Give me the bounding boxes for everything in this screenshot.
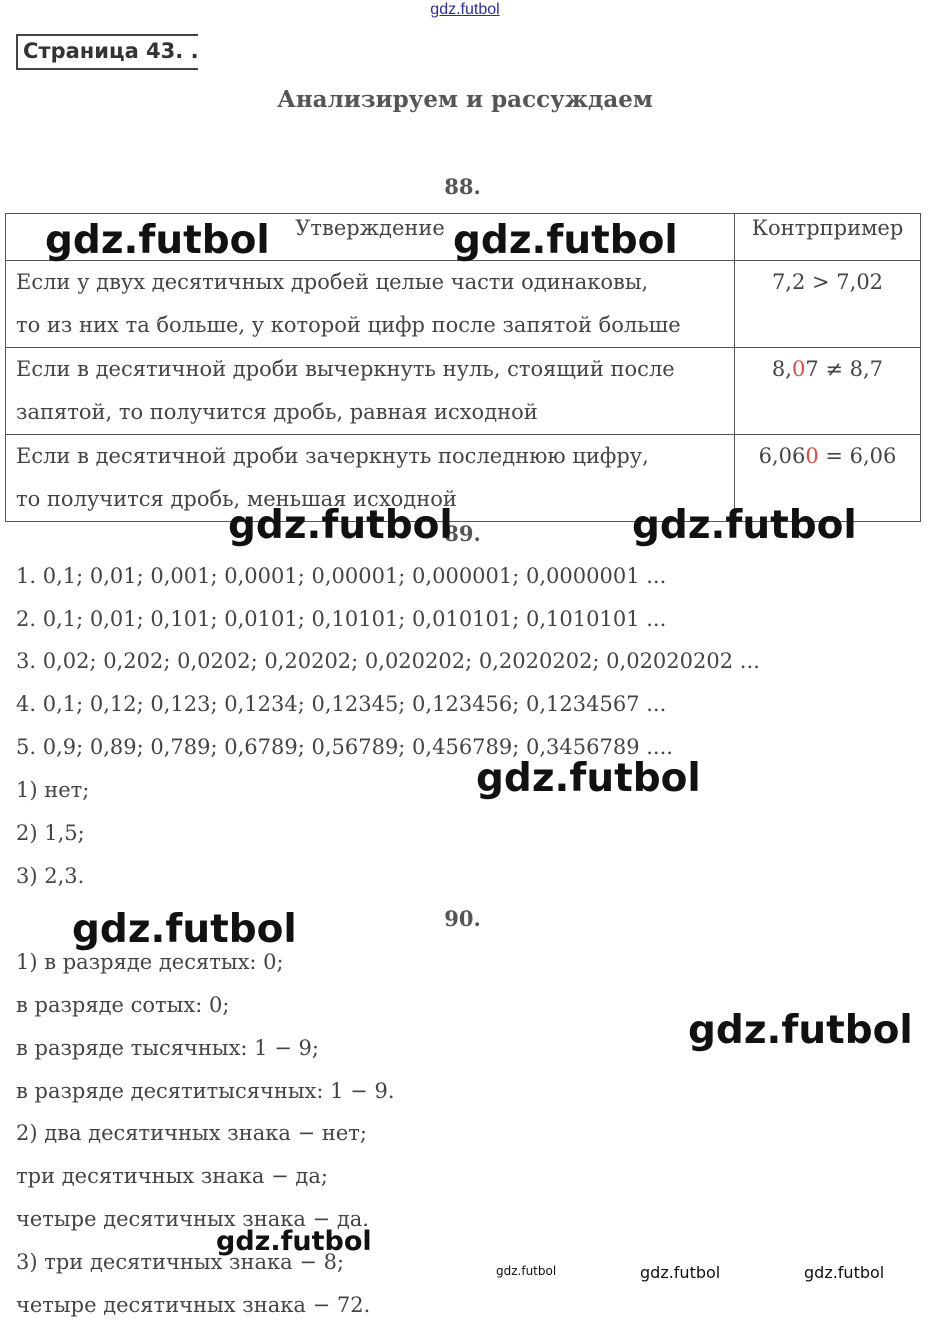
task-89-line: 5. 0,9; 0,89; 0,789; 0,6789; 0,56789; 0,456789; 0,3456789 .... [16,735,673,759]
task-90-line: четыре десятичных знака − 72. [16,1293,371,1317]
task-88-number: 88. [444,174,481,199]
watermark: gdz.futbol [45,218,270,263]
statement-cell [6,261,735,348]
counterexample-text: = 6,06 [818,444,897,468]
watermark: gdz.futbol [804,1263,885,1282]
task-90-line: в разряде десятитысячных: 1 − 9. [16,1079,395,1103]
counterexample-text: 7,2 > 7,02 [771,270,884,294]
task-89-line: 1) нет; [16,778,90,802]
task-89-line: 3) 2,3. [16,864,85,888]
task-90-line: четыре десятичных знака − да. [16,1207,369,1231]
counterexample-text: 8, [771,357,792,381]
statement-line: то получится дробь, меньшая исходной [16,487,457,511]
watermark: gdz.futbol [496,1264,557,1278]
site-watermark-link[interactable]: gdz.futbol [430,1,500,18]
task-90-line: 1) в разряде десятых: 0; [16,950,284,974]
watermark: gdz.futbol [476,756,701,801]
task-89-line: 3. 0,02; 0,202; 0,0202; 0,20202; 0,020202; 0,2020202; 0,02020202 ... [16,649,760,673]
counterexample-text: 7 ≠ 8,7 [805,357,884,381]
watermark: gdz.futbol [640,1263,721,1282]
statement-line: Если в десятичной дроби вычеркнуть нуль, стоящий после [16,357,675,381]
task-89-line: 1. 0,1; 0,01; 0,001; 0,0001; 0,00001; 0,000001; 0,0000001 ... [16,564,667,588]
statement-line: Если в десятичной дроби зачеркнуть последнюю цифру, [16,444,649,468]
task-90-line: в разряде тысячных: 1 − 9; [16,1036,319,1060]
task-90-line: 2) два десятичных знака − нет; [16,1121,367,1145]
watermark: gdz.futbol [216,1226,372,1257]
task-90-line: в разряде сотых: 0; [16,993,230,1017]
watermark: gdz.futbol [688,1008,913,1053]
header-statement: Утверждение [6,214,735,261]
table-row [6,348,921,435]
highlighted-digit: 0 [805,444,819,468]
watermark: gdz.futbol [632,503,857,548]
watermark: gdz.futbol [453,218,678,263]
task-89-line: 4. 0,1; 0,12; 0,123; 0,1234; 0,12345; 0,123456; 0,1234567 ... [16,692,667,716]
task-89-line: 2. 0,1; 0,01; 0,101; 0,0101; 0,10101; 0,010101; 0,1010101 ... [16,607,667,631]
table-row [6,261,921,348]
counterexample-cell [735,261,921,348]
statement-line: запятой, то получится дробь, равная исходной [16,400,538,424]
watermark: gdz.futbol [72,907,297,952]
task-90-line: три десятичных знака − да; [16,1164,328,1188]
counterexample-text: 6,06 [758,444,806,468]
section-title: Анализируем и рассуждаем [277,86,653,113]
counterexample-cell [735,348,921,435]
task-90-line: 3) три десятичных знака − 8; [16,1250,345,1274]
header-counterexample: Контрпример [735,214,921,261]
statement-line: Если у двух десятичных дробей целые части одинаковы, [16,270,649,294]
task-89-number: 89. [444,521,481,546]
statement-cell [6,348,735,435]
task-90-number: 90. [444,906,481,931]
watermark: gdz.futbol [228,503,453,548]
task-89-line: 2) 1,5; [16,821,85,845]
statement-line: то из них та больше, у которой цифр после запятой больше [16,313,681,337]
highlighted-digit: 0 [791,357,806,381]
page-label: Страница 43. . [16,34,198,70]
